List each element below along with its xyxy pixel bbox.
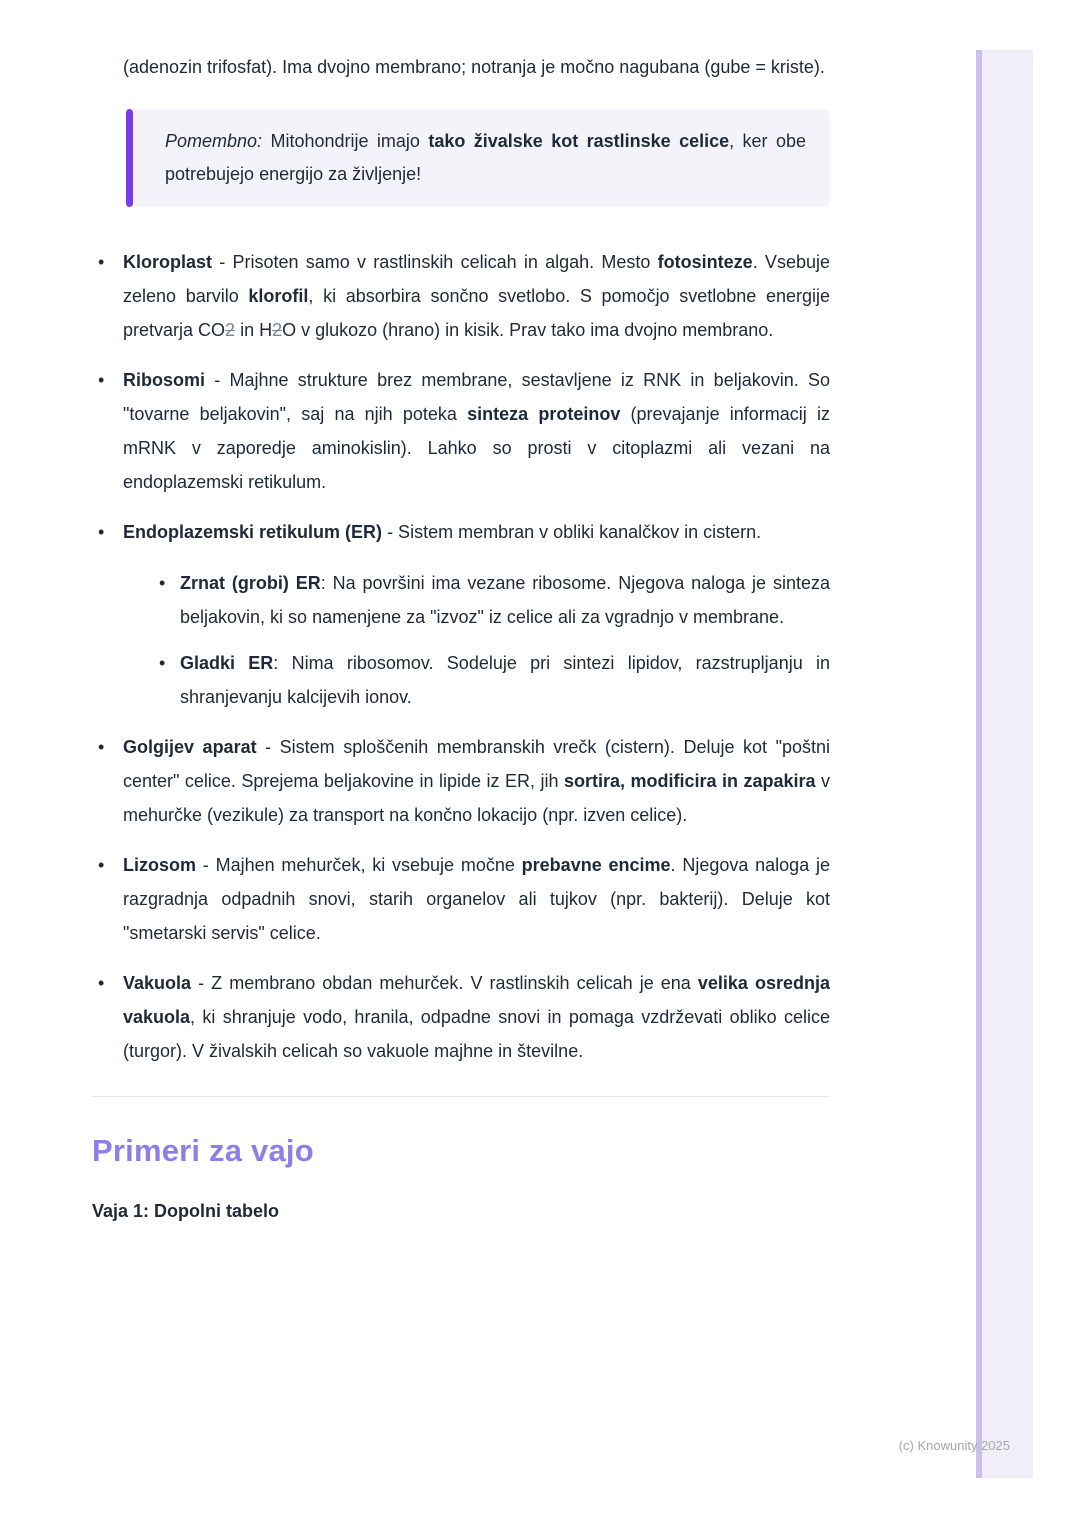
text-segment: Lizosom — [123, 855, 197, 875]
bullet-marker: • — [159, 653, 166, 673]
list-item — [92, 966, 830, 1068]
text-segment: fotosinteze — [657, 252, 753, 272]
callout-text — [165, 131, 806, 184]
callout — [126, 109, 830, 207]
sub-list — [123, 566, 830, 714]
bullet-marker: • — [98, 737, 105, 757]
list-item — [92, 245, 830, 347]
text-segment: (adenozin trifosfat). Ima dvojno membrano; notranja je močno nagubana (gube = kriste). — [123, 57, 825, 77]
sub-list-item — [157, 646, 830, 714]
text-segment: velika osrednja vakuola — [123, 973, 830, 1027]
sub-list-item — [157, 566, 830, 634]
text-segment: sinteza proteinov — [467, 404, 621, 424]
text-segment: Vakuola — [123, 973, 192, 993]
list-item — [92, 730, 830, 832]
intro-paragraph — [123, 0, 830, 84]
section-divider — [92, 1096, 830, 1097]
text-segment: - Majhen mehurček, ki vsebuje močne — [196, 855, 522, 875]
bullet-marker: • — [98, 252, 105, 272]
bullet-marker: • — [98, 855, 105, 875]
text-segment: klorofil — [248, 286, 309, 306]
text-segment: Ribosomi — [123, 370, 206, 390]
list-item — [92, 363, 830, 499]
text-segment: Zrnat (grobi) ER — [180, 573, 321, 593]
exercise-label: Vaja 1: Dopolni tabelo — [92, 1201, 280, 1221]
organelle-list — [92, 245, 830, 1068]
list-item — [92, 515, 830, 714]
text-segment: - Sistem membran v obliki kanalčkov in cistern. — [382, 522, 762, 542]
bullet-marker: • — [98, 973, 105, 993]
text-segment: Gladki ER — [180, 653, 274, 673]
text-segment: Golgijev aparat — [123, 737, 257, 757]
scrollbar-track[interactable] — [976, 50, 1033, 1478]
text-segment: Mitohondrije imajo — [262, 131, 429, 151]
text-segment: - Prisoten samo v rastlinskih celicah in algah. Mesto — [212, 252, 658, 272]
text-segment: O v glukozo (hrano) in kisik. Prav tako ima dvojno membrano. — [282, 320, 774, 340]
text-segment: . Vsebuje zeleno barvilo — [123, 252, 830, 306]
text-segment: tako živalske kot rastlinske celice — [428, 131, 730, 151]
text-segment: . Njegova naloga je razgradnja odpadnih snovi, starih organelov ali tujkov (npr. bakterij). Deluje kot "smetarski servis" celice. — [123, 855, 830, 943]
text-segment: : Na površini ima vezane ribosome. Njegova naloga je sinteza beljakovin, ki so namenjene za "izvoz" iz celice ali za vgradnjo v membrane. — [180, 573, 830, 627]
bullet-marker: • — [159, 573, 166, 593]
text-segment: - Majhne strukture brez membrane, sestavljene iz RNK in beljakovin. So "tovarne beljakovin", saj na njih poteka — [123, 370, 830, 424]
footer-credit: (c) Knowunity 2025 — [898, 1438, 1010, 1453]
text-segment: , ki shranjuje vodo, hranila, odpadne snovi in pomaga vzdrževati obliko celice (turgor). V živalskih celicah so vakuole majhne in številne. — [123, 1007, 830, 1061]
document-page — [92, 0, 830, 1223]
text-segment: 2 — [272, 320, 283, 340]
text-segment: - Z membrano obdan mehurček. V rastlinskih celicah je ena — [191, 973, 698, 993]
bullet-marker: • — [98, 522, 105, 542]
text-segment: v mehurčke (vezikule) za transport na končno lokacijo (npr. izven celice). — [123, 771, 830, 825]
text-segment: Endoplazemski retikulum (ER) — [123, 522, 383, 542]
text-segment: prebavne encime — [521, 855, 671, 875]
text-segment: Pomembno: — [165, 131, 263, 151]
callout-accent-bar — [126, 109, 133, 207]
section-heading: Primeri za vajo — [92, 1133, 314, 1168]
text-segment: Kloroplast — [123, 252, 213, 272]
bullet-marker: • — [98, 370, 105, 390]
text-segment: , ki absorbira sončno svetlobo. S pomočjo svetlobne energije pretvarja CO — [123, 286, 830, 340]
text-segment: sortira, modificira in zapakira — [563, 771, 816, 791]
text-segment: , ker obe potrebujejo energijo za življenje! — [165, 131, 806, 184]
text-segment: 2 — [225, 320, 236, 340]
text-segment: : Nima ribosomov. Sodeluje pri sintezi lipidov, razstrupljanju in shranjevanju kalcijevih ionov. — [180, 653, 830, 707]
text-segment: (prevajanje informacij iz mRNK v zaporedje aminokislin). Lahko so prosti v citoplazmi ali vezani na endoplazemski retikulum. — [123, 404, 830, 492]
text-segment: - Sistem sploščenih membranskih vrečk (cistern). Deluje kot "poštni center" celice. Sprejema beljakovine in lipide iz ER, jih — [123, 737, 831, 791]
list-item — [92, 848, 830, 950]
text-segment: in H — [235, 320, 273, 340]
